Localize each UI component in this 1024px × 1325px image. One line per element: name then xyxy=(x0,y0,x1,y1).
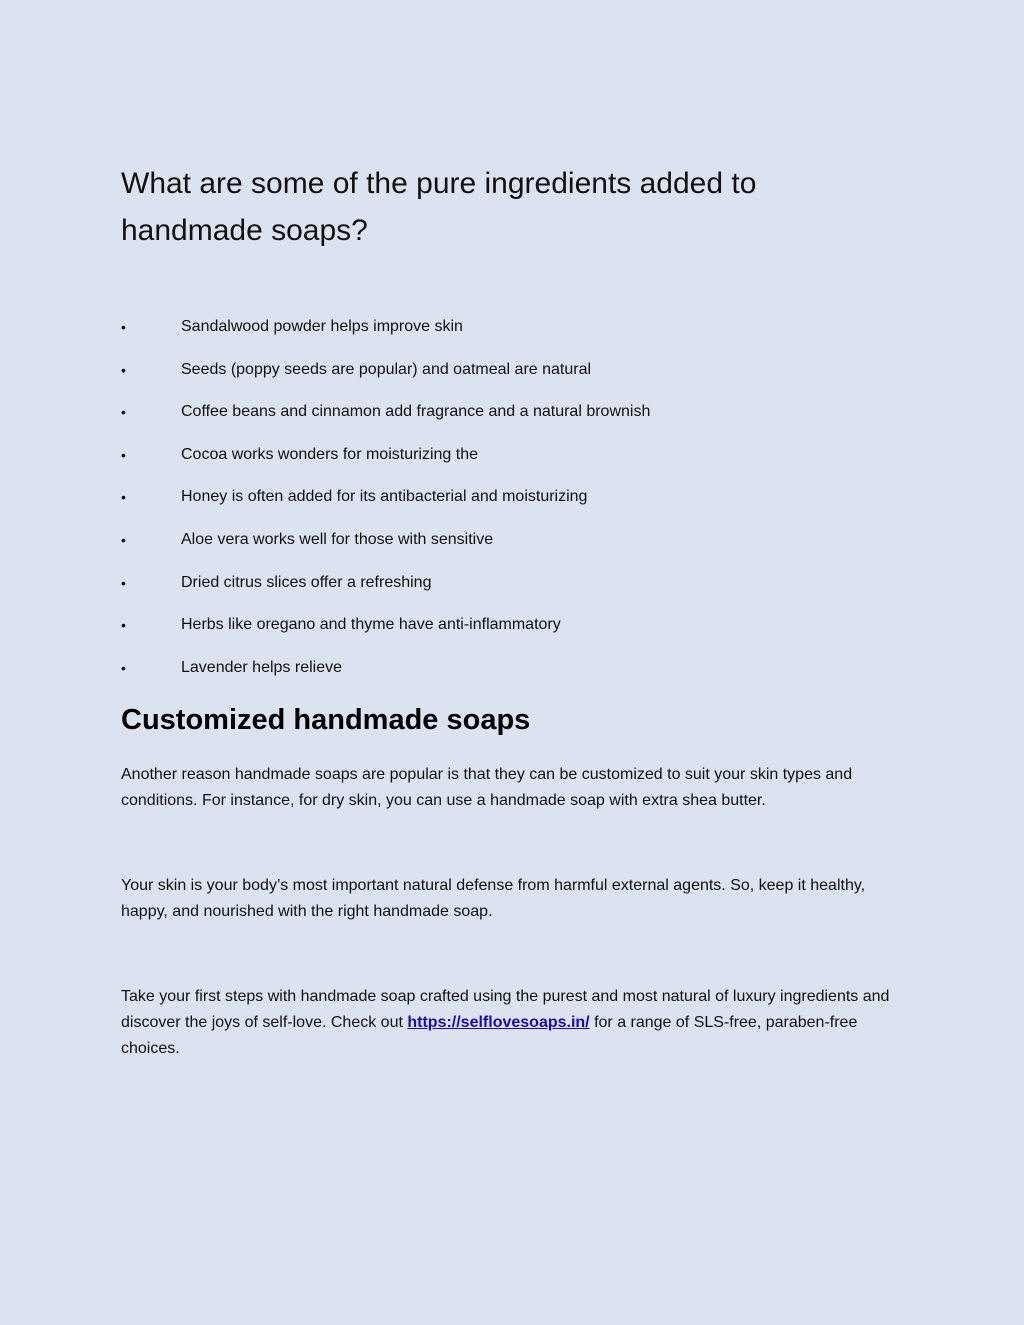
bullet-icon: • xyxy=(121,319,126,335)
list-item-text: Seeds (poppy seeds are popular) and oatmeal are natural xyxy=(181,360,592,378)
website-link[interactable]: https://selflovesoaps.in/ xyxy=(407,1014,590,1031)
list-item-text: Herbs like oregano and thyme have anti-inflammatory xyxy=(181,616,561,634)
main-heading: What are some of the pure ingredients added to handmade soaps? xyxy=(121,167,757,247)
list-item-text: Honey is often added for its antibacterial and moisturizing xyxy=(181,488,588,506)
list-item xyxy=(121,655,650,698)
list-item-text: Lavender helps relieve xyxy=(181,658,342,676)
list-item xyxy=(121,570,650,613)
bullet-icon: • xyxy=(121,574,126,591)
ingredients-list xyxy=(121,314,650,697)
list-item xyxy=(121,527,650,570)
bullet-icon: • xyxy=(121,531,126,548)
list-item xyxy=(121,484,650,527)
bullet-icon: • xyxy=(121,446,126,463)
bullet-icon: • xyxy=(121,404,126,421)
bullet-icon: • xyxy=(121,489,126,506)
paragraph-skin-defense: Your skin is your body’s most important natural defense from harmful external agents. So, keep it healthy, happy, and nourished with the right handmade soap. xyxy=(121,877,866,920)
list-item-text: Sandalwood powder helps improve skin xyxy=(181,318,463,335)
list-item-text: Aloe vera works well for those with sensitive xyxy=(181,530,494,548)
paragraph-text-after-link: for a range of SLS-free, paraben-free choices. xyxy=(121,1014,858,1057)
list-item xyxy=(121,399,650,442)
bullet-icon: • xyxy=(121,659,126,676)
bullet-icon: • xyxy=(121,361,126,378)
list-item xyxy=(121,612,650,655)
list-item xyxy=(121,357,650,400)
paragraph-customization: Another reason handmade soaps are popular is that they can be customized to suit your skin types and conditions. For instance, for dry skin, you can use a handmade soap with extra shea butter. xyxy=(121,766,853,809)
section-heading: Customized handmade soaps xyxy=(121,704,531,736)
paragraph-call-to-action xyxy=(121,984,901,1062)
list-item xyxy=(121,314,650,357)
list-item-text: Dried citrus slices offer a refreshing xyxy=(181,573,432,591)
list-item-text: Coffee beans and cinnamon add fragrance and a natural brownish xyxy=(181,403,651,421)
list-item xyxy=(121,442,650,485)
list-item-text: Cocoa works wonders for moisturizing the xyxy=(181,445,479,463)
paragraph-text-before-link: Take your first steps with handmade soap crafted using the purest and most natural of luxury ingredients and discover the joys of self-love. Check out xyxy=(121,988,890,1031)
bullet-icon: • xyxy=(121,617,126,634)
